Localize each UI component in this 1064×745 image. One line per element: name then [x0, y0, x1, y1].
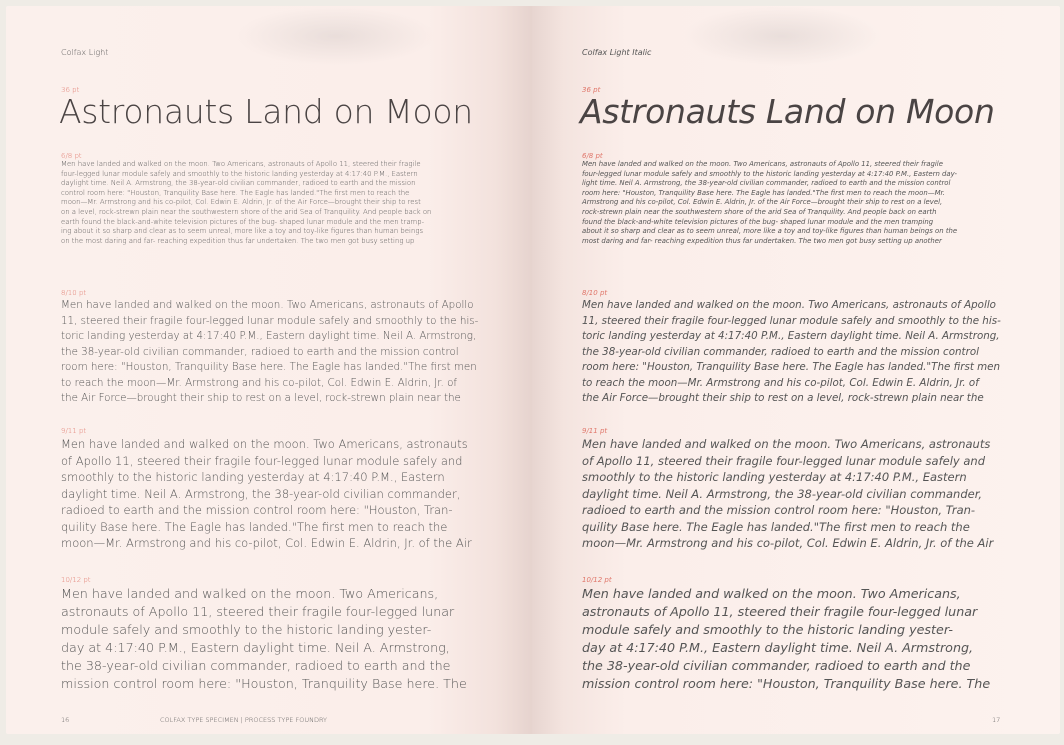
text-line: day at 4:17:40 P.M., Eastern daylight time. Neil A. Armstrong,	[61, 639, 450, 655]
text-line: Men have landed and walked on the moon. Two Americans, astronauts of Apollo	[582, 299, 996, 311]
headline-size-label: 36 pt	[582, 86, 601, 94]
paragraph-10-12	[61, 585, 467, 692]
paragraph-6-8	[61, 160, 431, 246]
text-line: of Apollo 11, steered their fragile four-legged lunar module safely and	[582, 453, 986, 468]
size-label-6-8: 6/8 pt	[61, 152, 82, 160]
text-line: mission control room here: "Houston, Tranquility Base here. The	[582, 675, 991, 691]
text-line: quility Base here. The Eagle has landed."The first men to reach the	[582, 519, 970, 534]
text-line: astronauts of Apollo 11, steered their fragile four-legged lunar	[61, 603, 455, 619]
text-line: moon—Mr. Armstrong and his co-pilot, Col. Edwin E. Aldrin, Jr. of the Air Force—brought their ship to rest	[61, 198, 421, 207]
text-line: module safely and smoothly to the historic landing yester-	[582, 621, 953, 637]
text-line: to reach the moon—Mr. Armstrong and his co-pilot, Col. Edwin E. Aldrin, Jr. of	[61, 376, 458, 389]
text-line: Men have landed and walked on the moon. Two Americans, astronauts of Apollo 11, steered their fragile	[582, 160, 943, 168]
text-line: room here: "Houston, Tranquility Base here. The Eagle has landed."The first men to reach the moon—Mr.	[582, 188, 945, 197]
size-label-6-8: 6/8 pt	[582, 152, 603, 160]
text-line: Men have landed and walked on the moon. Two Americans, astronauts	[61, 437, 468, 451]
text-line: Armstrong and his co-pilot, Col. Edwin E. Aldrin, Jr. of the Air Force—brought their ship to rest on a level,	[582, 198, 943, 207]
text-line: radioed to earth and the mission control room here: "Houston, Tran-	[61, 503, 453, 517]
text-line: the Air Force—brought their ship to rest on a level, rock-strewn plain near the	[61, 392, 461, 404]
text-line: the 38-year-old civilian commander, radioed to earth and the	[61, 657, 451, 673]
text-line: Men have landed and walked on the moon. Two Americans,	[582, 586, 961, 601]
right-page	[532, 6, 1060, 734]
text-line: Men have landed and walked on the moon. Two Americans,	[61, 586, 439, 601]
text-line: daylight time. Neil A. Armstrong, the 38-year-old civilian commander, radioed to earth and the mission	[61, 179, 416, 188]
text-line: on the most daring and far- reaching expedition thus far undertaken. The two men got busy setting up	[61, 236, 415, 245]
text-line: light time. Neil A. Armstrong, the 38-year-old civilian commander, radioed to earth and the mission control	[582, 179, 951, 188]
text-line: quility Base here. The Eagle has landed."The first men to reach the	[61, 519, 448, 534]
page-number: 16	[61, 716, 70, 724]
headline-size-label: 36 pt	[61, 86, 80, 94]
text-line: on a level, rock-strewn plain near the southwestern shore of the arid Sea of Tranquility. And people back on	[61, 207, 432, 216]
text-line: room here: "Houston, Tranquility Base here. The Eagle has landed."The first men	[582, 361, 1001, 373]
text-line: module safely and smoothly to the historic landing yester-	[61, 621, 432, 637]
text-line: daylight time. Neil A. Armstrong, the 38-year-old civilian commander,	[582, 486, 983, 501]
text-line: Men have landed and walked on the moon. Two Americans, astronauts of Apollo	[61, 299, 474, 311]
size-label-8-10: 8/10 pt	[582, 289, 608, 297]
page-number: 17	[992, 716, 1001, 724]
paragraph-6-8	[582, 160, 957, 246]
font-name-label: Colfax Light Italic	[582, 48, 652, 57]
text-line: moon—Mr. Armstrong and his co-pilot, Col. Edwin E. Aldrin, Jr. of the Air	[582, 536, 994, 550]
text-line: the 38-year-old civilian commander, radioed to earth and the	[582, 657, 971, 673]
text-line: astronauts of Apollo 11, steered their fragile four-legged lunar	[582, 603, 978, 619]
text-line: Men have landed and walked on the moon. Two Americans, astronauts of Apollo 11, steered their fragile	[61, 160, 421, 168]
text-line: mission control room here: "Houston, Tranquility Base here. The	[61, 675, 467, 691]
text-line: the Air Force—brought their ship to rest on a level, rock-strewn plain near the	[582, 392, 984, 404]
page-shadow	[682, 6, 882, 66]
text-line: toric landing yesterday at 4:17:40 P.M., Eastern daylight time. Neil A. Armstrong,	[61, 330, 477, 342]
text-line: toric landing yesterday at 4:17:40 P.M., Eastern daylight time. Neil A. Armstrong,	[582, 330, 1000, 342]
text-line: radioed to earth and the mission control room here: "Houston, Tran-	[582, 503, 976, 517]
text-line: moon—Mr. Armstrong and his co-pilot, Col. Edwin E. Aldrin, Jr. of the Air	[61, 536, 472, 550]
size-label-8-10: 8/10 pt	[61, 289, 87, 297]
text-line: smoothly to the historic landing yesterday at 4:17:40 P.M., Eastern	[582, 470, 967, 484]
paragraph-9-11	[61, 436, 472, 552]
text-line: day at 4:17:40 P.M., Eastern daylight time. Neil A. Armstrong,	[582, 639, 974, 655]
text-line: 11, steered their fragile four-legged lunar module safely and smoothly to the his-	[582, 314, 1001, 327]
text-line: of Apollo 11, steered their fragile four-legged lunar module safely and	[61, 453, 463, 468]
text-line: the 38-year-old civilian commander, radioed to earth and the mission control	[582, 345, 979, 358]
text-line: found the black-and-white television pictures of the bug- shaped lunar module and the men tramping	[582, 217, 934, 226]
left-page	[6, 6, 532, 734]
paragraph-8-10	[582, 298, 1001, 407]
page-shadow	[236, 6, 436, 66]
text-line: the 38-year-old civilian commander, radioed to earth and the mission control	[61, 345, 459, 358]
text-line: earth found the black-and-white television pictures of the bug- shaped lunar module and the men tramp-	[61, 217, 425, 226]
paragraph-10-12	[582, 585, 990, 692]
paragraph-8-10	[61, 298, 478, 407]
text-line: ing about it so sharp and clear as to seem unreal, more like a toy and toy-like figures than human beings	[61, 227, 424, 236]
size-label-10-12: 10/12 pt	[61, 576, 91, 584]
paragraph-9-11	[582, 436, 993, 552]
text-line: rock-strewn plain near the southwestern shore of the arid Sea of Tranquility. And people back on earth	[582, 207, 937, 216]
text-line: daylight time. Neil A. Armstrong, the 38-year-old civilian commander,	[61, 486, 461, 501]
size-label-9-11: 9/11 pt	[582, 427, 608, 435]
text-line: 11, steered their fragile four-legged lunar module safely and smoothly to the his-	[61, 314, 479, 327]
text-line: most daring and far- reaching expedition thus far undertaken. The two men got busy setting up another	[582, 236, 942, 245]
text-line: to reach the moon—Mr. Armstrong and his co-pilot, Col. Edwin E. Aldrin, Jr. of	[582, 376, 979, 389]
size-label-9-11: 9/11 pt	[61, 427, 87, 435]
text-line: room here: "Houston, Tranquility Base here. The Eagle has landed."The first men	[61, 361, 477, 373]
text-line: smoothly to the historic landing yesterday at 4:17:40 P.M., Eastern	[61, 470, 445, 484]
footer-title: COLFAX TYPE SPECIMEN | PROCESS TYPE FOUNDRY	[160, 716, 328, 724]
font-name-label: Colfax Light	[61, 48, 109, 57]
text-line: Men have landed and walked on the moon. Two Americans, astronauts	[582, 437, 991, 451]
text-line: four-legged lunar module safely and smoothly to the historic landing yesterday at 4:17:40 P.M., Eastern day-	[582, 169, 957, 178]
text-line: control room here: "Houston, Tranquility Base here. The Eagle has landed."The first men to reach the	[61, 188, 410, 197]
text-line: four-legged lunar module safely and smoothly to the historic landing yesterday at 4:17:40 P.M., Eastern	[61, 169, 418, 178]
size-label-10-12: 10/12 pt	[582, 576, 612, 584]
headline: Astronauts Land on Moon	[580, 92, 995, 131]
headline: Astronauts Land on Moon	[59, 92, 473, 131]
text-line: about it so sharp and clear as to seem unreal, more like a toy and toy-like figures than human beings on the	[582, 227, 958, 236]
